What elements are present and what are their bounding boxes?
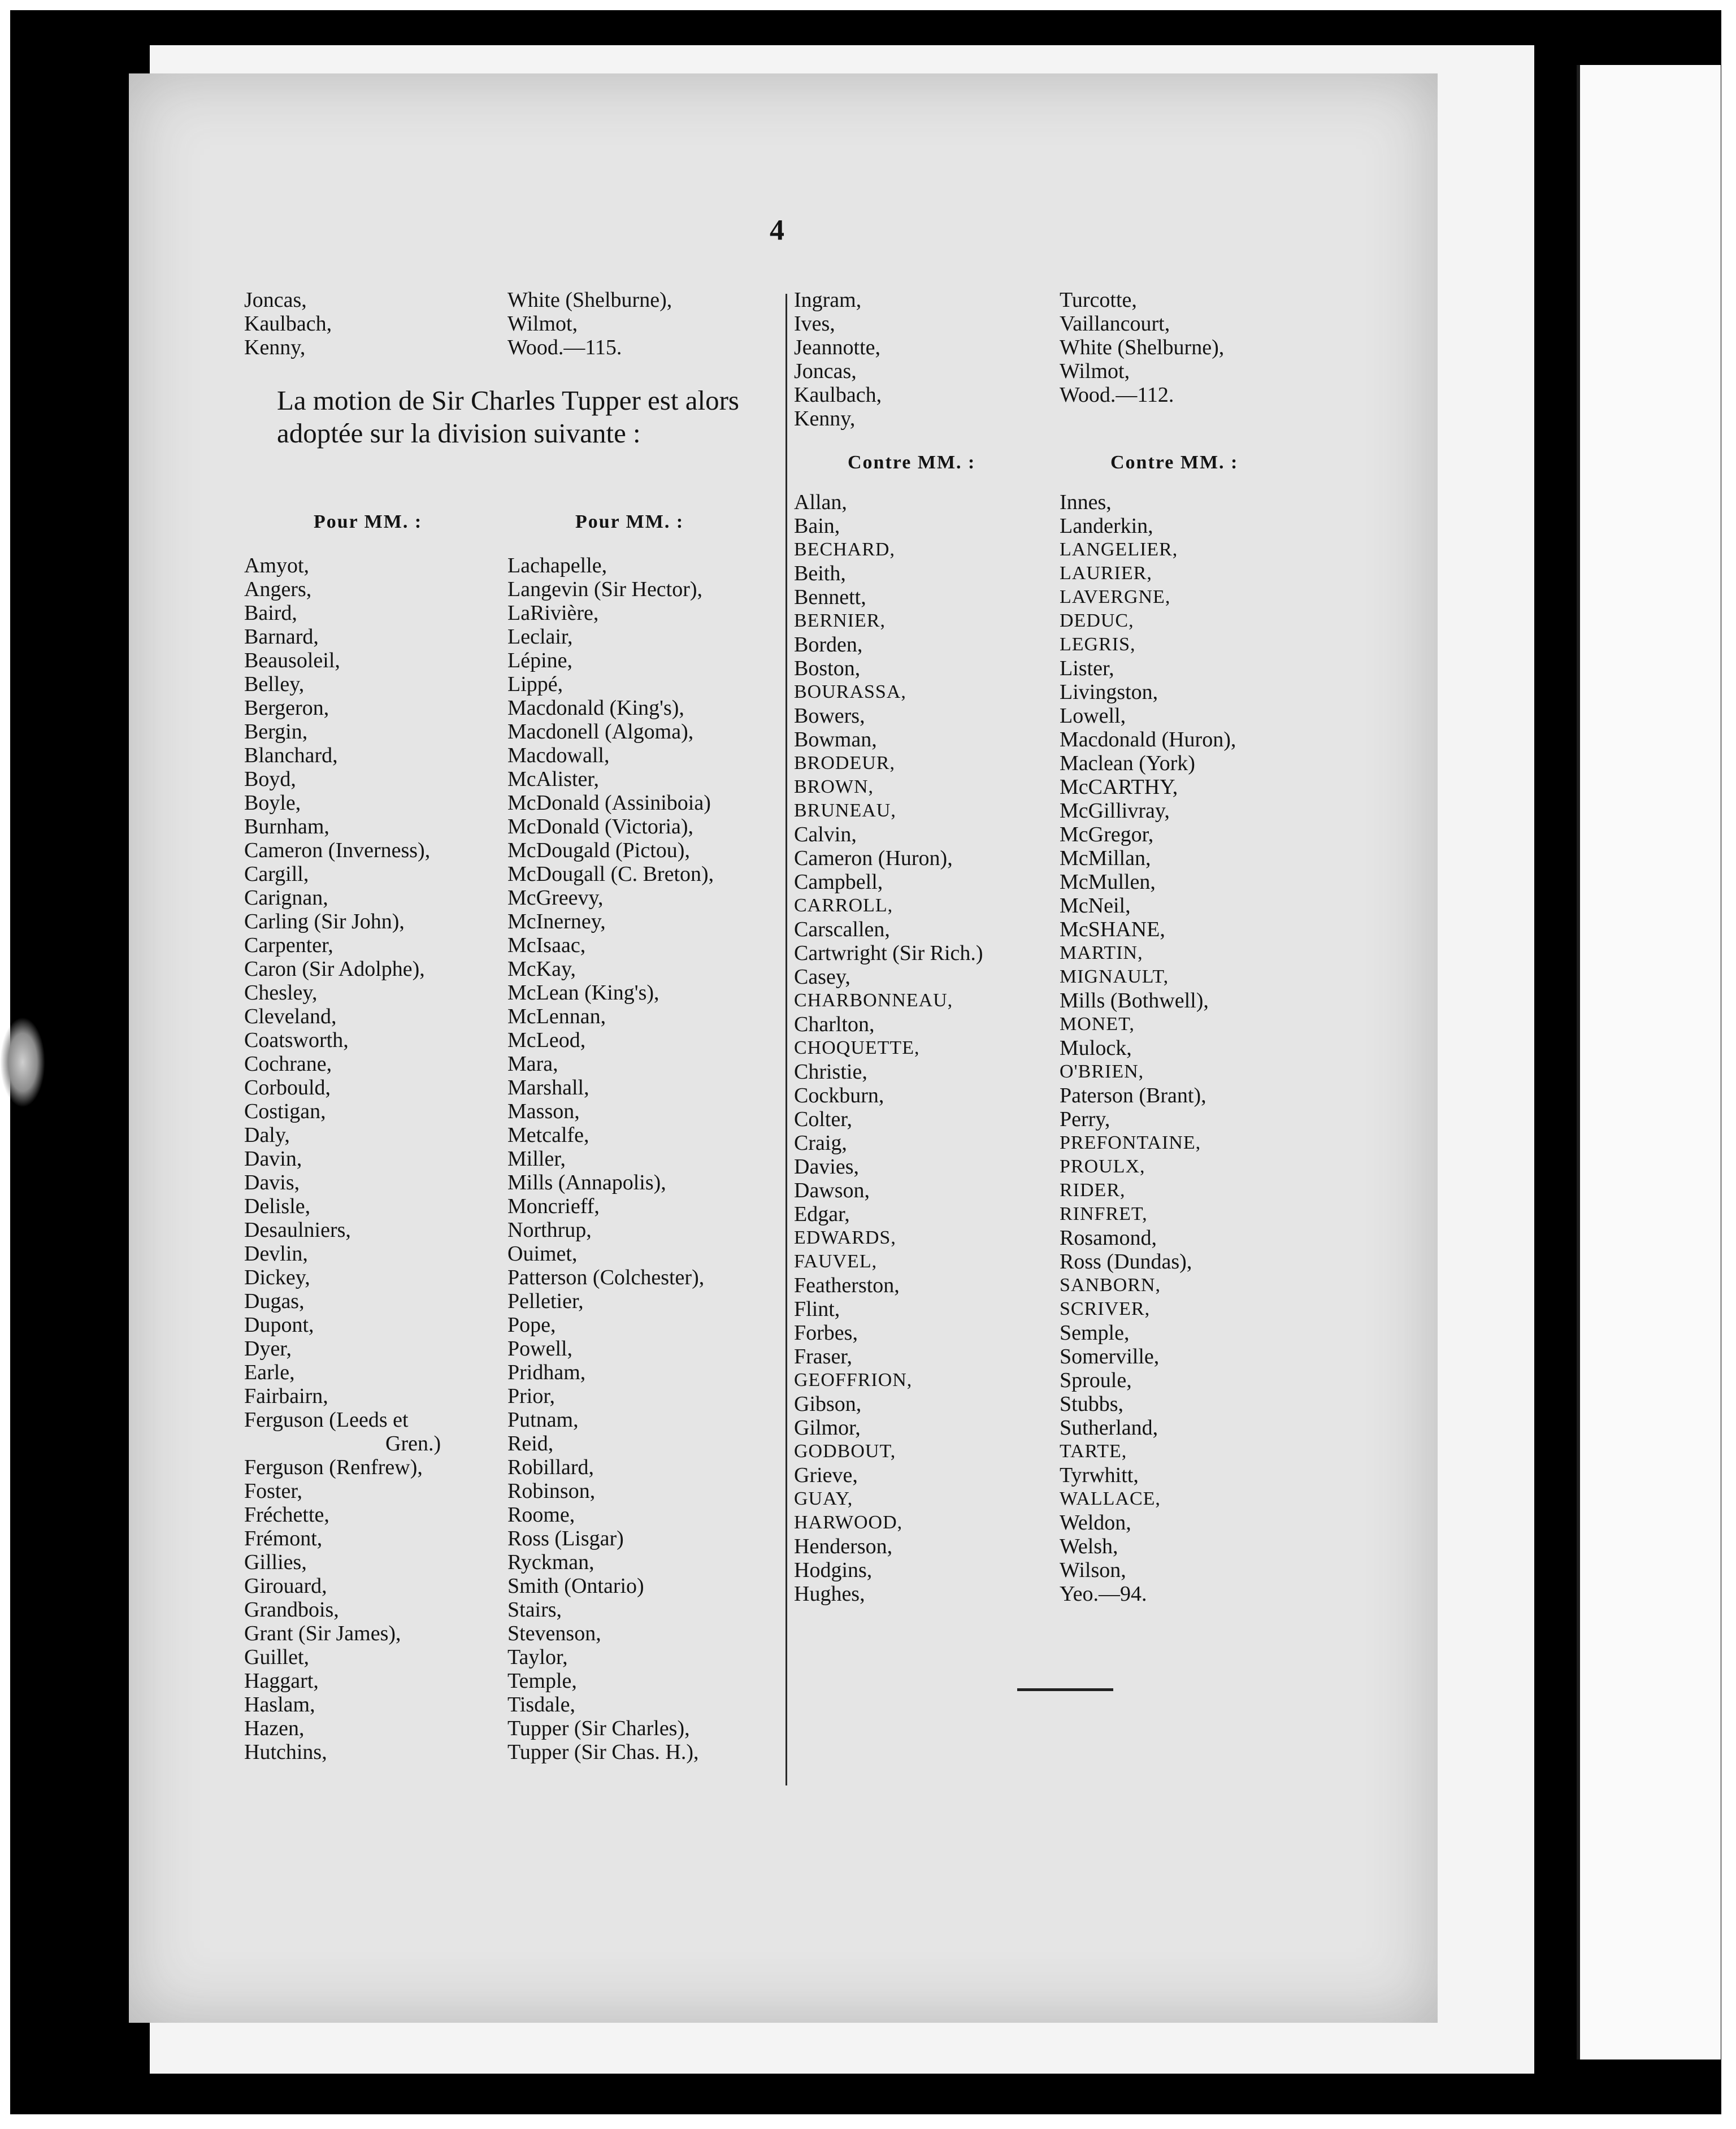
list-item: Grant (Sir James), <box>244 1622 401 1645</box>
list-item: Leclair, <box>507 625 573 649</box>
list-item: Christie, <box>794 1060 867 1084</box>
list-item: Wood.—112. <box>1060 383 1174 407</box>
list-item: Tyrwhitt, <box>1060 1463 1139 1487</box>
list-item: Ferguson (Renfrew), <box>244 1455 423 1479</box>
list-item: Stevenson, <box>507 1622 601 1645</box>
facing-page-edge <box>1577 65 1721 2060</box>
list-item: Bennett, <box>794 585 866 609</box>
list-item: DEDUC, <box>1060 610 1134 631</box>
list-item: Gilmor, <box>794 1416 861 1440</box>
list-item: McDougall (C. Breton), <box>507 862 714 886</box>
list-item: Gibson, <box>794 1392 862 1416</box>
list-item: Campbell, <box>794 870 883 894</box>
list-item: Beith, <box>794 562 846 585</box>
list-item: Wood.—115. <box>507 336 622 359</box>
list-item: McIsaac, <box>507 933 586 957</box>
list-item: CHOQUETTE, <box>794 1037 920 1058</box>
list-item: Wilson, <box>1060 1558 1126 1582</box>
right-header-contre-1: Contre MM. : <box>848 452 976 473</box>
list-item: Kaulbach, <box>244 312 332 336</box>
list-item: Livingston, <box>1060 680 1158 704</box>
scan-border-bottom <box>0 2114 1736 2129</box>
list-item: Henderson, <box>794 1535 893 1558</box>
list-item: SCRIVER, <box>1060 1298 1151 1319</box>
list-item: Charlton, <box>794 1013 875 1036</box>
list-item: BROWN, <box>794 776 874 797</box>
list-item: McGregor, <box>1060 823 1154 846</box>
scan-border-right <box>1721 0 1736 2129</box>
list-item: Allan, <box>794 490 847 514</box>
list-item: Carling (Sir John), <box>244 910 405 933</box>
list-item: McDonald (Assiniboia) <box>507 791 711 815</box>
list-item: Davies, <box>794 1155 860 1179</box>
list-item: Carpenter, <box>244 933 333 957</box>
list-item: Hodgins, <box>794 1558 873 1582</box>
list-item: Bain, <box>794 514 840 538</box>
list-item: Wilmot, <box>507 312 578 336</box>
list-item: Fairbairn, <box>244 1384 328 1408</box>
left-header-pour-1: Pour MM. : <box>314 511 423 532</box>
list-item: Tupper (Sir Charles), <box>507 1717 690 1740</box>
motion-paragraph: La motion de Sir Charles Tupper est alors adoptée sur la division suivante : <box>277 385 739 449</box>
list-item: BRUNEAU, <box>794 800 896 821</box>
list-item: Temple, <box>507 1669 577 1693</box>
list-item: Ferguson (Leeds et <box>244 1408 409 1432</box>
list-item: Haslam, <box>244 1693 315 1717</box>
list-item: BRODEUR, <box>794 753 895 774</box>
list-item: LAURIER, <box>1060 563 1152 584</box>
list-item: Bowers, <box>794 704 865 728</box>
list-item: BECHARD, <box>794 539 895 560</box>
list-item: Davis, <box>244 1171 300 1194</box>
list-item: Mills (Bothwell), <box>1060 989 1209 1013</box>
list-item: Fréchette, <box>244 1503 329 1527</box>
list-item: Lister, <box>1060 657 1114 680</box>
list-item: Kenny, <box>244 336 306 359</box>
list-item: Carignan, <box>244 886 328 910</box>
list-item: Cartwright (Sir Rich.) <box>794 941 983 965</box>
list-item: Beausoleil, <box>244 649 340 672</box>
list-item: Mara, <box>507 1052 558 1076</box>
list-item: Lowell, <box>1060 704 1126 728</box>
list-item: Rosamond, <box>1060 1226 1157 1250</box>
right-header-contre-2: Contre MM. : <box>1110 452 1239 473</box>
list-item: McGillivray, <box>1060 799 1170 823</box>
list-item: Cargill, <box>244 862 309 886</box>
list-item: Moncrieff, <box>507 1194 600 1218</box>
list-item: Cochrane, <box>244 1052 332 1076</box>
list-item: Grandbois, <box>244 1598 339 1622</box>
left-pour-col2 <box>507 554 714 1764</box>
list-item: EDWARDS, <box>794 1227 896 1248</box>
list-item: Bergeron, <box>244 696 329 720</box>
list-item: Lachapelle, <box>507 554 607 577</box>
list-item: Kenny, <box>794 407 856 431</box>
list-item: Sproule, <box>1060 1368 1132 1392</box>
list-item: Gillies, <box>244 1550 307 1574</box>
list-item: Weldon, <box>1060 1511 1131 1535</box>
list-item: GUAY, <box>794 1488 853 1509</box>
list-item: Barnard, <box>244 625 319 649</box>
list-item: McSHANE, <box>1060 918 1165 941</box>
list-item: Marshall, <box>507 1076 589 1100</box>
list-item: Yeo.—94. <box>1060 1582 1147 1606</box>
list-item: Coatsworth, <box>244 1028 349 1052</box>
list-item: Pridham, <box>507 1361 586 1384</box>
closing-rule <box>1017 1688 1113 1691</box>
list-item: MARTIN, <box>1060 942 1143 963</box>
list-item: BERNIER, <box>794 610 886 631</box>
list-item: O'BRIEN, <box>1060 1061 1144 1082</box>
list-item: Davin, <box>244 1147 302 1171</box>
list-item: Gren.) <box>385 1432 441 1455</box>
list-item: McNeil, <box>1060 894 1131 918</box>
list-item: RINFRET, <box>1060 1203 1148 1224</box>
list-item: White (Shelburne), <box>1060 336 1225 359</box>
list-item: Somerville, <box>1060 1345 1160 1368</box>
list-item: Hazen, <box>244 1717 305 1740</box>
list-item: Macdonald (Huron), <box>1060 728 1236 751</box>
list-item: Bergin, <box>244 720 308 744</box>
list-item: Flint, <box>794 1297 840 1321</box>
scan-smudge <box>0 1017 45 1107</box>
list-item: Dickey, <box>244 1266 310 1289</box>
right-top-list-col1 <box>794 288 882 431</box>
list-item: Robillard, <box>507 1455 594 1479</box>
scan-border-top <box>0 0 1736 10</box>
page-number: 4 <box>770 214 784 246</box>
list-item: Costigan, <box>244 1100 326 1123</box>
list-item: Chesley, <box>244 981 318 1005</box>
list-item: Masson, <box>507 1100 580 1123</box>
list-item: Jeannotte, <box>794 336 881 359</box>
list-item: Tisdale, <box>507 1693 576 1717</box>
list-item: Macdowall, <box>507 744 610 767</box>
list-item: Hughes, <box>794 1582 865 1606</box>
list-item: McInerney, <box>507 910 606 933</box>
left-pour-col1 <box>244 554 441 1764</box>
list-item: Craig, <box>794 1131 847 1155</box>
left-header-pour-2: Pour MM. : <box>575 511 684 532</box>
list-item: Langevin (Sir Hector), <box>507 577 703 601</box>
list-item: Featherston, <box>794 1274 900 1297</box>
list-item: HARWOOD, <box>794 1512 903 1533</box>
list-item: Belley, <box>244 672 305 696</box>
list-item: Boston, <box>794 657 861 680</box>
list-item: Boyd, <box>244 767 296 791</box>
list-item: Joncas, <box>244 288 307 312</box>
list-item: Frémont, <box>244 1527 323 1550</box>
list-item: Metcalfe, <box>507 1123 589 1147</box>
list-item: Cameron (Inverness), <box>244 838 431 862</box>
list-item: Smith (Ontario) <box>507 1574 644 1598</box>
list-item: MIGNAULT, <box>1060 966 1169 987</box>
page-fold-line <box>1577 65 1580 2060</box>
list-item: McGreevy, <box>507 886 604 910</box>
list-item: Perry, <box>1060 1107 1110 1131</box>
list-item: Tupper (Sir Chas. H.), <box>507 1740 699 1764</box>
list-item: Forbes, <box>794 1321 858 1345</box>
list-item: CHARBONNEAU, <box>794 990 953 1011</box>
left-top-list-col1 <box>244 288 332 359</box>
list-item: Dyer, <box>244 1337 292 1361</box>
list-item: Foster, <box>244 1479 302 1503</box>
list-item: Mulock, <box>1060 1036 1132 1060</box>
list-item: McMullen, <box>1060 870 1156 894</box>
left-top-list-col2 <box>507 288 672 359</box>
list-item: Pope, <box>507 1313 556 1337</box>
right-contre-col1 <box>794 490 983 1606</box>
list-item: McLean (King's), <box>507 981 659 1005</box>
right-top-list-col2 <box>1060 288 1224 407</box>
list-item: Ross (Lisgar) <box>507 1527 624 1550</box>
list-item: SANBORN, <box>1060 1275 1161 1296</box>
list-item: Calvin, <box>794 823 857 846</box>
list-item: Cameron (Huron), <box>794 846 953 870</box>
list-item: Amyot, <box>244 554 310 577</box>
list-item: Dugas, <box>244 1289 305 1313</box>
list-item: Dawson, <box>794 1179 870 1202</box>
list-item: McLennan, <box>507 1005 606 1028</box>
list-item: Angers, <box>244 577 312 601</box>
list-item: FAUVEL, <box>794 1251 878 1272</box>
list-item: CARROLL, <box>794 895 893 916</box>
list-item: Delisle, <box>244 1194 311 1218</box>
list-item: McMillan, <box>1060 846 1151 870</box>
list-item: Kaulbach, <box>794 383 882 407</box>
list-item: MONET, <box>1060 1014 1135 1035</box>
list-item: LEGRIS, <box>1060 634 1136 655</box>
list-item: Lépine, <box>507 649 573 672</box>
list-item: Bowman, <box>794 728 877 751</box>
column-separator <box>785 294 787 1785</box>
list-item: Wilmot, <box>1060 359 1130 383</box>
list-item: Cleveland, <box>244 1005 337 1028</box>
list-item: Roome, <box>507 1503 575 1527</box>
list-item: Miller, <box>507 1147 566 1171</box>
list-item: Maclean (York) <box>1060 751 1195 775</box>
list-item: Cockburn, <box>794 1084 884 1107</box>
list-item: Turcotte, <box>1060 288 1137 312</box>
list-item: White (Shelburne), <box>507 288 672 312</box>
list-item: Prior, <box>507 1384 555 1408</box>
list-item: TARTE, <box>1060 1441 1127 1462</box>
list-item: Colter, <box>794 1107 852 1131</box>
list-item: GODBOUT, <box>794 1441 896 1462</box>
list-item: Macdonell (Algoma), <box>507 720 694 744</box>
list-item: LaRivière, <box>507 601 599 625</box>
list-item: Daly, <box>244 1123 290 1147</box>
list-item: Earle, <box>244 1361 295 1384</box>
list-item: McDonald (Victoria), <box>507 815 694 838</box>
list-item: Fraser, <box>794 1345 852 1368</box>
list-item: McAlister, <box>507 767 600 791</box>
list-item: Ouimet, <box>507 1242 578 1266</box>
list-item: Ross (Dundas), <box>1060 1250 1192 1274</box>
list-item: Stubbs, <box>1060 1392 1123 1416</box>
list-item: Paterson (Brant), <box>1060 1084 1206 1107</box>
list-item: Dupont, <box>244 1313 314 1337</box>
list-item: Welsh, <box>1060 1535 1118 1558</box>
list-item: Casey, <box>794 965 850 989</box>
list-item: LAVERGNE, <box>1060 586 1171 607</box>
list-item: Ryckman, <box>507 1550 594 1574</box>
list-item: Innes, <box>1060 490 1112 514</box>
list-item: Devlin, <box>244 1242 308 1266</box>
list-item: Hutchins, <box>244 1740 327 1764</box>
list-item: Burnham, <box>244 815 329 838</box>
list-item: Borden, <box>794 633 863 657</box>
list-item: Caron (Sir Adolphe), <box>244 957 425 981</box>
list-item: GEOFFRION, <box>794 1370 913 1391</box>
list-item: PROULX, <box>1060 1156 1145 1177</box>
list-item: Mills (Annapolis), <box>507 1171 666 1194</box>
list-item: Semple, <box>1060 1321 1130 1345</box>
list-item: Sutherland, <box>1060 1416 1158 1440</box>
list-item: McKay, <box>507 957 576 981</box>
list-item: Patterson (Colchester), <box>507 1266 705 1289</box>
list-item: Guillet, <box>244 1645 310 1669</box>
list-item: Desaulniers, <box>244 1218 351 1242</box>
list-item: BOURASSA, <box>794 681 906 702</box>
list-item: Putnam, <box>507 1408 579 1432</box>
list-item: Carscallen, <box>794 918 890 941</box>
list-item: Baird, <box>244 601 297 625</box>
list-item: Robinson, <box>507 1479 596 1503</box>
list-item: Vaillancourt, <box>1060 312 1170 336</box>
list-item: Grieve, <box>794 1463 858 1487</box>
list-item: RIDER, <box>1060 1180 1126 1201</box>
list-item: Stairs, <box>507 1598 562 1622</box>
list-item: Corbould, <box>244 1076 331 1100</box>
list-item: Joncas, <box>794 359 857 383</box>
list-item: Haggart, <box>244 1669 319 1693</box>
list-item: Taylor, <box>507 1645 568 1669</box>
list-item: Edgar, <box>794 1202 850 1226</box>
list-item: Lippé, <box>507 672 563 696</box>
list-item: McCARTHY, <box>1060 775 1178 799</box>
list-item: Girouard, <box>244 1574 327 1598</box>
list-item: McDougald (Pictou), <box>507 838 690 862</box>
list-item: LANGELIER, <box>1060 539 1178 560</box>
list-item: Northrup, <box>507 1218 592 1242</box>
list-item: PREFONTAINE, <box>1060 1132 1201 1153</box>
list-item: Macdonald (King's), <box>507 696 684 720</box>
list-item: Reid, <box>507 1432 554 1455</box>
list-item: Pelletier, <box>507 1289 584 1313</box>
list-item: McLeod, <box>507 1028 586 1052</box>
list-item: Ives, <box>794 312 835 336</box>
right-contre-col2 <box>1060 490 1236 1606</box>
list-item: Ingram, <box>794 288 862 312</box>
list-item: Boyle, <box>244 791 301 815</box>
list-item: Blanchard, <box>244 744 338 767</box>
list-item: Powell, <box>507 1337 573 1361</box>
list-item: Landerkin, <box>1060 514 1153 538</box>
list-item: WALLACE, <box>1060 1488 1161 1509</box>
